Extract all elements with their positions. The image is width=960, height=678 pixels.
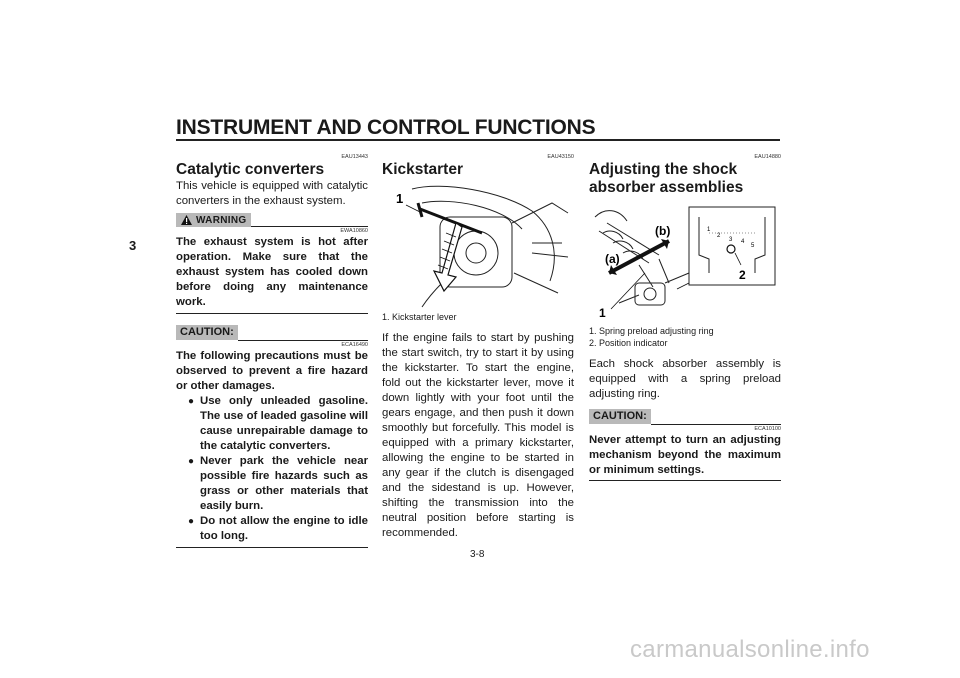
warning-text: The exhaust system is hot after operation. Make sure that the exhaust system has cooled down before doing any maintenance work. bbox=[176, 236, 368, 308]
caution-header bbox=[589, 408, 781, 425]
chapter-tab: 3 bbox=[129, 238, 137, 253]
warning-header bbox=[176, 213, 368, 227]
scale-label: 1 bbox=[707, 227, 711, 233]
page-number: 3-8 bbox=[470, 549, 485, 560]
watermark: carmanualsonline.info bbox=[630, 636, 870, 663]
scale-label: 4 bbox=[741, 239, 745, 245]
list-item: ● Do not allow the engine to idle too long. bbox=[188, 514, 368, 544]
body-text: If the engine fails to start by pushing the start switch, try to start it by using the kickstarter. To start the engine, fold out the kickstarter lever, move it down lightly with your foot until the gears engage, and then push it down smoothly but forcefully. This model is equipped with a primary kickstarter, allowing the engine to be started in any gear if the clutch is disengaged and the sidestand is up. However, shifting the transmission into the neutral position before starting is recommended. bbox=[382, 332, 574, 539]
caution-text: Never attempt to turn an adjusting mechanism beyond the maximum or minimum settings. bbox=[589, 434, 781, 476]
figure-callout: 1 bbox=[396, 191, 404, 206]
caution-list bbox=[176, 394, 368, 544]
header-rule bbox=[176, 139, 780, 141]
column-shock-absorber bbox=[589, 153, 781, 481]
column-kickstarter bbox=[382, 153, 574, 541]
label-b: (b) bbox=[655, 224, 671, 238]
warning-badge bbox=[176, 213, 251, 227]
label-a: (a) bbox=[605, 252, 620, 266]
scale-label: 2 bbox=[717, 233, 721, 239]
intro-text: This vehicle is equipped with catalytic converters in the exhaust system. bbox=[176, 180, 368, 207]
scale-label: 5 bbox=[751, 243, 755, 249]
list-item: ● Never park the vehicle near possible fire hazards such as grass or other materials that easily burn. bbox=[188, 454, 368, 514]
body-text: Each shock absorber assembly is equipped with a spring preload adjusting ring. bbox=[589, 358, 781, 400]
figure-caption: 1. Spring preload adjusting ring bbox=[589, 326, 714, 336]
caution-header bbox=[176, 324, 368, 341]
column-catalytic-converters bbox=[176, 153, 368, 548]
position-indicator-inset bbox=[689, 207, 775, 285]
figure-caption: 1. Kickstarter lever bbox=[382, 312, 457, 322]
figure-caption: 2. Position indicator bbox=[589, 338, 668, 348]
section-heading: Adjusting the shock absorber assemblies bbox=[589, 161, 744, 196]
callout-2: 2 bbox=[739, 268, 746, 282]
section-heading: Kickstarter bbox=[382, 161, 463, 178]
reference-code: ECA16490 bbox=[341, 342, 368, 348]
reference-code: EWA10860 bbox=[340, 228, 368, 234]
reference-code: EAU14880 bbox=[754, 154, 781, 160]
arrow-down-icon bbox=[434, 223, 462, 291]
section-heading: Catalytic converters bbox=[176, 161, 325, 178]
page-title: INSTRUMENT AND CONTROL FUNCTIONS bbox=[176, 116, 596, 139]
reference-code: EAU43150 bbox=[547, 154, 574, 160]
warning-end-rule bbox=[176, 313, 368, 314]
kickstarter-illustration bbox=[382, 183, 574, 309]
warning-triangle-icon bbox=[181, 215, 192, 225]
caution-end-rule bbox=[589, 480, 781, 481]
caution-end-rule bbox=[176, 547, 368, 548]
shock-absorber-illustration bbox=[589, 203, 781, 321]
reference-code: ECA10100 bbox=[754, 426, 781, 432]
caution-intro: The following precautions must be observed to prevent a fire hazard or other damages. bbox=[176, 350, 368, 392]
caution-badge: CAUTION: bbox=[176, 325, 238, 340]
list-item: ● Use only unleaded gasoline. The use of leaded gasoline will cause unrepairable damage to the catalytic converters. bbox=[188, 394, 368, 454]
caution-badge: CAUTION: bbox=[589, 409, 651, 424]
scale-label: 3 bbox=[729, 237, 733, 243]
reference-code: EAU13443 bbox=[341, 154, 368, 160]
callout-1: 1 bbox=[599, 306, 606, 320]
warning-label: WARNING bbox=[196, 214, 247, 226]
